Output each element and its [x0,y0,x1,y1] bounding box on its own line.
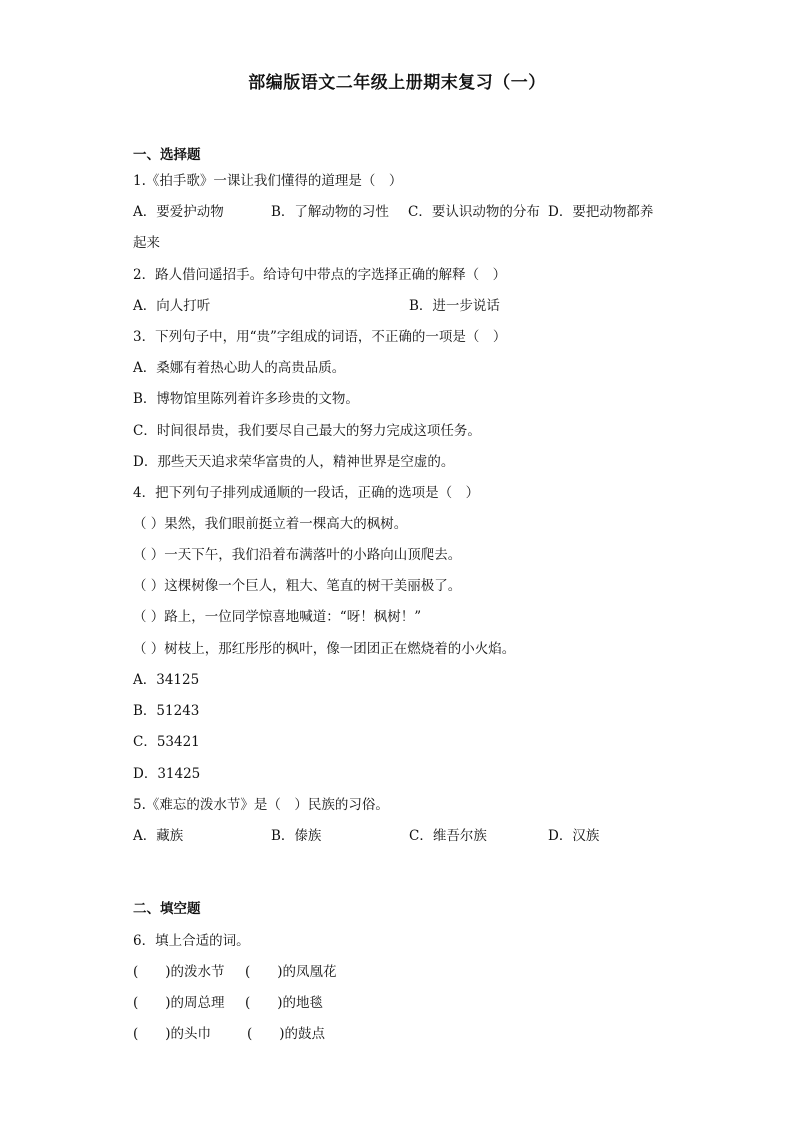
page-title: 部编版语文二年级上册期末复习（一） [248,73,546,93]
q3-option-a: A．桑娜有着热心助人的高贵品质。 [133,360,346,376]
q6-blank-4: ( )的地毯 [245,995,324,1011]
q3-option-d: D．那些天天追求荣华富贵的人，精神世界是空虚的。 [133,454,455,470]
q5-option-a: A．藏族 [133,828,184,844]
q1-option-c: C．要认识动物的分布 [408,204,540,220]
q2-option-a: A．向人打听 [133,298,211,314]
q6-blank-6: ( )的鼓点 [247,1026,326,1042]
q6-blank-1: ( )的泼水节 [133,964,225,980]
q4-sentence-1: （ ）果然，我们眼前挺立着一棵高大的枫树。 [133,516,408,532]
question-3-stem: 3．下列句子中，用“贵”字组成的词语，不正确的一项是（ ） [133,329,507,345]
q5-option-c: C．维吾尔族 [409,828,487,844]
section-heading-fill: 二、填空题 [133,901,201,917]
q6-blank-2: ( )的凤凰花 [245,964,337,980]
question-4-stem: 4．把下列句子排列成通顺的一段话，正确的选项是（ ） [133,485,480,501]
q4-sentence-4: （ ）路上，一位同学惊喜地喊道：“呀！枫树！” [133,609,422,625]
question-2-stem: 2．路人借问遥招手。给诗句中带点的字选择正确的解释（ ） [133,267,507,283]
q6-blank-3: ( )的周总理 [133,995,225,1011]
q1-option-a: A．要爱护动物 [133,204,224,220]
q2-option-b: B．进一步说话 [409,298,500,314]
question-1-stem: 1.《拍手歌》一课让我们懂得的道理是（ ） [133,173,403,189]
q4-sentence-5: （ ）树枝上，那红彤彤的枫叶，像一团团正在燃烧着的小火焰。 [133,641,516,657]
q3-option-c: C．时间很昂贵，我们要尽自己最大的努力完成这项任务。 [133,423,481,439]
question-5-stem: 5.《难忘的泼水节》是（ ）民族的习俗。 [133,797,389,813]
q4-sentence-2: （ ）一天下午，我们沿着布满落叶的小路向山顶爬去。 [133,547,462,563]
q6-blank-5: ( )的头巾 [133,1026,212,1042]
section-heading-choice: 一、选择题 [133,147,201,163]
q1-option-b: B．了解动物的习性 [271,204,389,220]
q3-option-b: B．博物馆里陈列着许多珍贵的文物。 [133,391,359,407]
q4-sentence-3: （ ）这棵树像一个巨人，粗大、笔直的树干美丽极了。 [133,578,462,594]
q1-option-d-wrap: 起来 [133,235,160,251]
q1-option-d: D．要把动物都养 [548,204,654,220]
q4-option-a: A．34125 [133,672,200,688]
q4-option-d: D．31425 [133,766,201,782]
q5-option-d: D．汉族 [548,828,600,844]
q4-option-b: B．51243 [133,703,200,719]
question-6-stem: 6．填上合适的词。 [133,933,250,949]
q4-option-c: C．53421 [133,734,200,750]
q5-option-b: B．傣族 [271,828,322,844]
